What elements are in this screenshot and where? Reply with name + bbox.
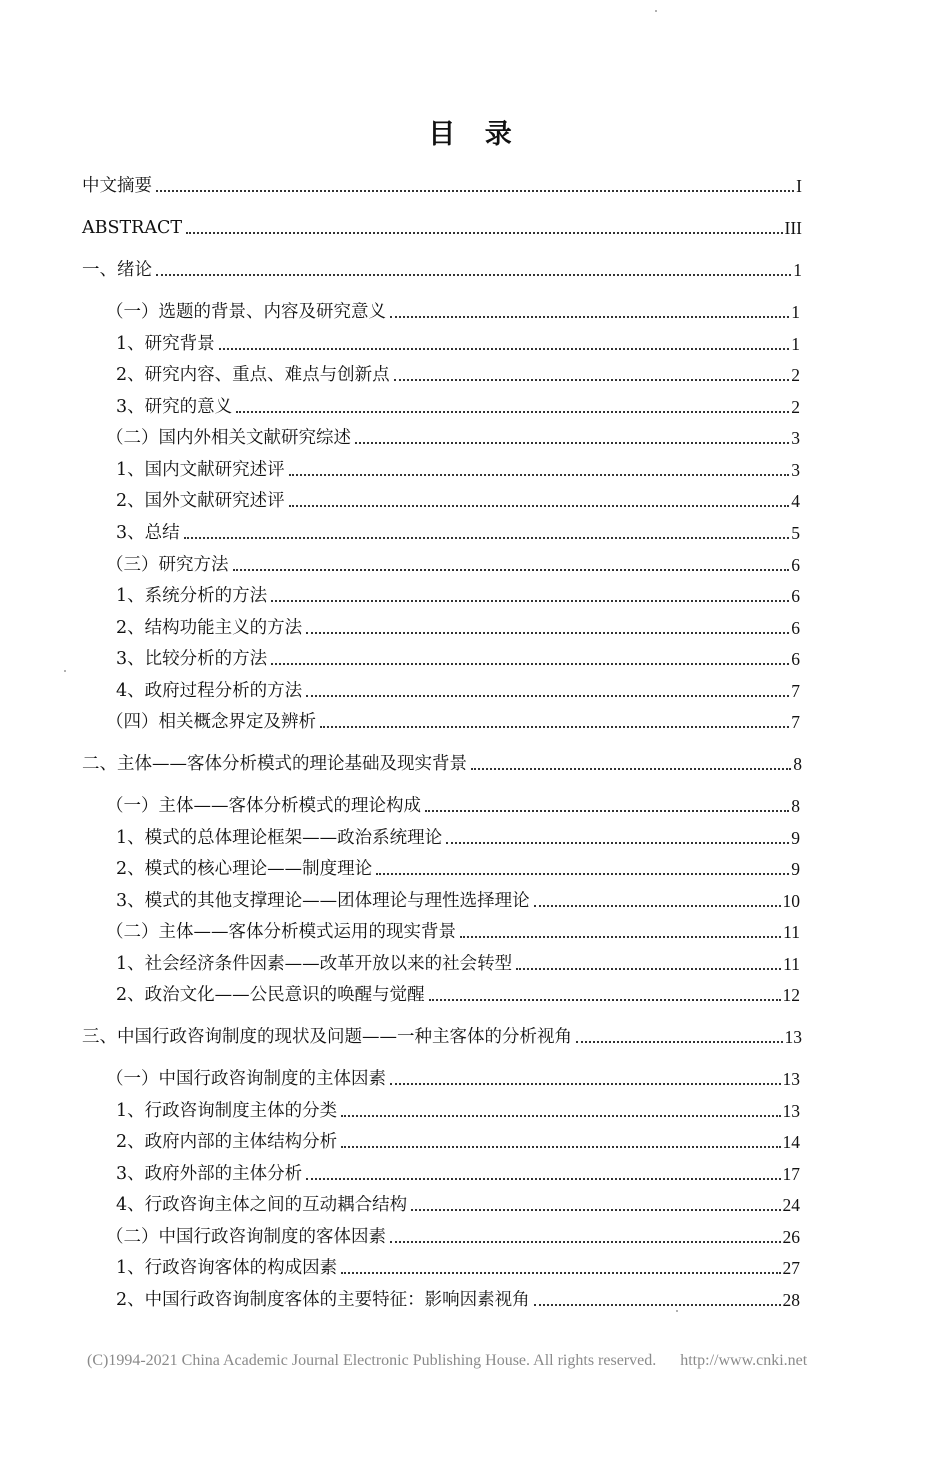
toc-entry-page: 2 (791, 365, 800, 385)
toc-entry-page: 8 (791, 796, 800, 816)
toc-entry (116, 394, 800, 420)
toc-entry (116, 583, 800, 609)
toc-leader (460, 936, 781, 938)
toc-entry (106, 299, 800, 325)
toc-entry (116, 678, 800, 704)
toc-entry-label: 1、国内文献研究述评 (116, 460, 285, 480)
toc-entry-page: 9 (791, 859, 800, 879)
toc-entry-label: 4、行政咨询主体之间的互动耦合结构 (116, 1195, 408, 1215)
toc-entry (116, 1161, 800, 1187)
toc-entry-label: 4、政府过程分析的方法 (116, 681, 303, 701)
toc-leader (576, 1041, 783, 1043)
toc-entry-page: 26 (782, 1227, 800, 1247)
toc-entry-label: 1、社会经济条件因素——改革开放以来的社会转型 (116, 954, 513, 974)
toc-entry-page: 17 (782, 1164, 800, 1184)
toc-entry-page: 10 (782, 891, 800, 911)
toc-leader (341, 1146, 780, 1148)
toc-entry-page: 3 (791, 428, 800, 448)
toc-leader (289, 474, 790, 476)
toc-entry (116, 1098, 800, 1124)
toc-entry-label: （一）主体——客体分析模式的理论构成 (106, 796, 421, 816)
toc-entry-page: 6 (791, 649, 800, 669)
toc-entry (106, 793, 800, 819)
toc-leader (394, 379, 790, 381)
toc-entry (116, 951, 800, 977)
toc-leader (446, 842, 789, 844)
toc-entry-label: 2、政治文化——公民意识的唤醒与觉醒 (116, 985, 425, 1005)
toc-entry (116, 1192, 800, 1218)
toc-leader (411, 1209, 780, 1211)
toc-leader (186, 232, 782, 234)
toc-entry-label: 1、行政咨询客体的构成因素 (116, 1258, 338, 1278)
toc-leader (390, 1241, 781, 1243)
toc-entry (116, 615, 800, 641)
toc-entry-label: 2、政府内部的主体结构分析 (116, 1132, 338, 1152)
toc-entry-label: 1、模式的总体理论框架——政治系统理论 (116, 828, 443, 848)
toc-entry-label: （二）中国行政咨询制度的客体因素 (106, 1227, 386, 1247)
toc-leader (355, 442, 789, 444)
toc-entry-label: （二）主体——客体分析模式运用的现实背景 (106, 922, 456, 942)
toc-entry (106, 919, 800, 945)
toc-entry-page: 6 (791, 555, 800, 575)
footer-url: http://www.cnki.net (680, 1352, 808, 1369)
toc-entry (82, 173, 802, 199)
toc-entry-label: （三）研究方法 (106, 555, 229, 575)
toc-leader (534, 905, 781, 907)
toc-entry-page: I (796, 176, 802, 196)
toc-leader (271, 663, 789, 665)
toc-leader (156, 274, 791, 276)
toc-leader (219, 348, 790, 350)
toc-entry-label: 一、绪论 (82, 260, 152, 280)
toc-leader (289, 505, 790, 507)
toc-leader (320, 726, 789, 728)
toc-entry (116, 1129, 800, 1155)
toc-entry-page: 1 (793, 260, 802, 280)
toc-entry (106, 425, 800, 451)
toc-entry (82, 1024, 802, 1050)
toc-entry-page: 5 (791, 523, 800, 543)
toc-entry-label: （四）相关概念界定及辨析 (106, 712, 316, 732)
toc-entry (116, 457, 800, 483)
toc-entry (116, 520, 800, 546)
toc-entry-label: 2、国外文献研究述评 (116, 491, 285, 511)
toc-entry-page: 13 (782, 1069, 800, 1089)
toc-entry-page: 6 (791, 618, 800, 638)
toc-entry (106, 1066, 800, 1092)
toc-leader (306, 632, 789, 634)
toc-entry-label: （一）选题的背景、内容及研究意义 (106, 302, 386, 322)
toc-entry (116, 888, 800, 914)
toc-entry (116, 488, 800, 514)
toc-leader (471, 768, 791, 770)
toc-entry (106, 552, 800, 578)
toc-entry-page: III (784, 218, 802, 238)
toc-entry-label: 2、模式的核心理论——制度理论 (116, 859, 373, 879)
toc-entry-page: 9 (791, 828, 800, 848)
toc-entry-label: 3、模式的其他支撑理论——团体理论与理性选择理论 (116, 891, 530, 911)
toc-entry-page: 28 (782, 1290, 800, 1310)
toc-leader (271, 600, 789, 602)
toc-entry-page: 4 (791, 491, 800, 511)
toc-leader (156, 190, 794, 192)
toc-entry (106, 709, 800, 735)
toc-entry-label: 1、行政咨询制度主体的分类 (116, 1101, 338, 1121)
scan-speck (676, 1310, 678, 1312)
toc-entry-page: 2 (791, 397, 800, 417)
toc-entry (82, 215, 802, 241)
toc-entry (82, 257, 802, 283)
toc-leader (390, 1083, 781, 1085)
toc-leader (390, 316, 789, 318)
toc-entry-label: （二）国内外相关文献研究综述 (106, 428, 351, 448)
toc-entry-label: 3、总结 (116, 523, 180, 543)
toc-entry-label: 3、政府外部的主体分析 (116, 1164, 303, 1184)
toc-entry (116, 825, 800, 851)
page-title: 目 录 (428, 119, 522, 150)
toc-entry-page: 8 (793, 754, 802, 774)
toc-leader (341, 1115, 780, 1117)
toc-entry-page: 1 (791, 334, 800, 354)
toc-entry-label: 3、研究的意义 (116, 397, 233, 417)
toc-leader (429, 999, 781, 1001)
scan-speck (655, 10, 657, 12)
toc-entry-page: 3 (791, 460, 800, 480)
toc-entry (116, 646, 800, 672)
toc-entry-page: 12 (782, 985, 800, 1005)
toc-entry-page: 1 (791, 302, 800, 322)
toc-leader (516, 968, 781, 970)
toc-leader (233, 569, 790, 571)
copyright-footer (87, 1352, 807, 1370)
toc-entry (116, 982, 800, 1008)
toc-leader (534, 1304, 781, 1306)
toc-leader (376, 873, 789, 875)
toc-entry-label: 3、比较分析的方法 (116, 649, 268, 669)
toc-entry-label: 2、研究内容、重点、难点与创新点 (116, 365, 390, 385)
toc-entry-page: 7 (791, 712, 800, 732)
toc-entry (116, 1287, 800, 1313)
toc-entry (106, 1224, 800, 1250)
toc-entry-label: ABSTRACT (82, 218, 183, 238)
copyright-text: (C)1994-2021 China Academic Journal Electronic Publishing House. All rights reserved. (87, 1352, 657, 1369)
toc-entry-label: 1、系统分析的方法 (116, 586, 268, 606)
toc-entry-label: 三、中国行政咨询制度的现状及问题——一种主客体的分析视角 (82, 1027, 572, 1047)
toc-entry-page: 11 (783, 954, 800, 974)
toc-entry-label: （一）中国行政咨询制度的主体因素 (106, 1069, 386, 1089)
toc-entry-label: 二、主体——客体分析模式的理论基础及现实背景 (82, 754, 467, 774)
toc-entry-page: 11 (783, 922, 800, 942)
toc-entry (82, 751, 802, 777)
toc-leader (306, 695, 789, 697)
toc-entry-page: 13 (784, 1027, 802, 1047)
toc-entry-label: 2、中国行政咨询制度客体的主要特征：影响因素视角 (116, 1290, 530, 1310)
toc-entry (116, 856, 800, 882)
toc-entry-page: 13 (782, 1101, 800, 1121)
toc-leader (236, 411, 789, 413)
toc-entry-page: 7 (791, 681, 800, 701)
toc-leader (341, 1272, 780, 1274)
toc-entry-page: 24 (782, 1195, 800, 1215)
toc-entry-label: 2、结构功能主义的方法 (116, 618, 303, 638)
toc-entry-page: 27 (782, 1258, 800, 1278)
toc-entry-page: 6 (791, 586, 800, 606)
toc-entry (116, 1255, 800, 1281)
toc-entry (116, 362, 800, 388)
scan-speck (64, 670, 66, 672)
toc-entry-page: 14 (782, 1132, 800, 1152)
toc-entry-label: 1、研究背景 (116, 334, 215, 354)
toc-entry-label: 中文摘要 (82, 176, 152, 196)
toc-leader (184, 537, 790, 539)
toc-entry (116, 331, 800, 357)
toc-leader (425, 810, 789, 812)
toc-leader (306, 1178, 780, 1180)
